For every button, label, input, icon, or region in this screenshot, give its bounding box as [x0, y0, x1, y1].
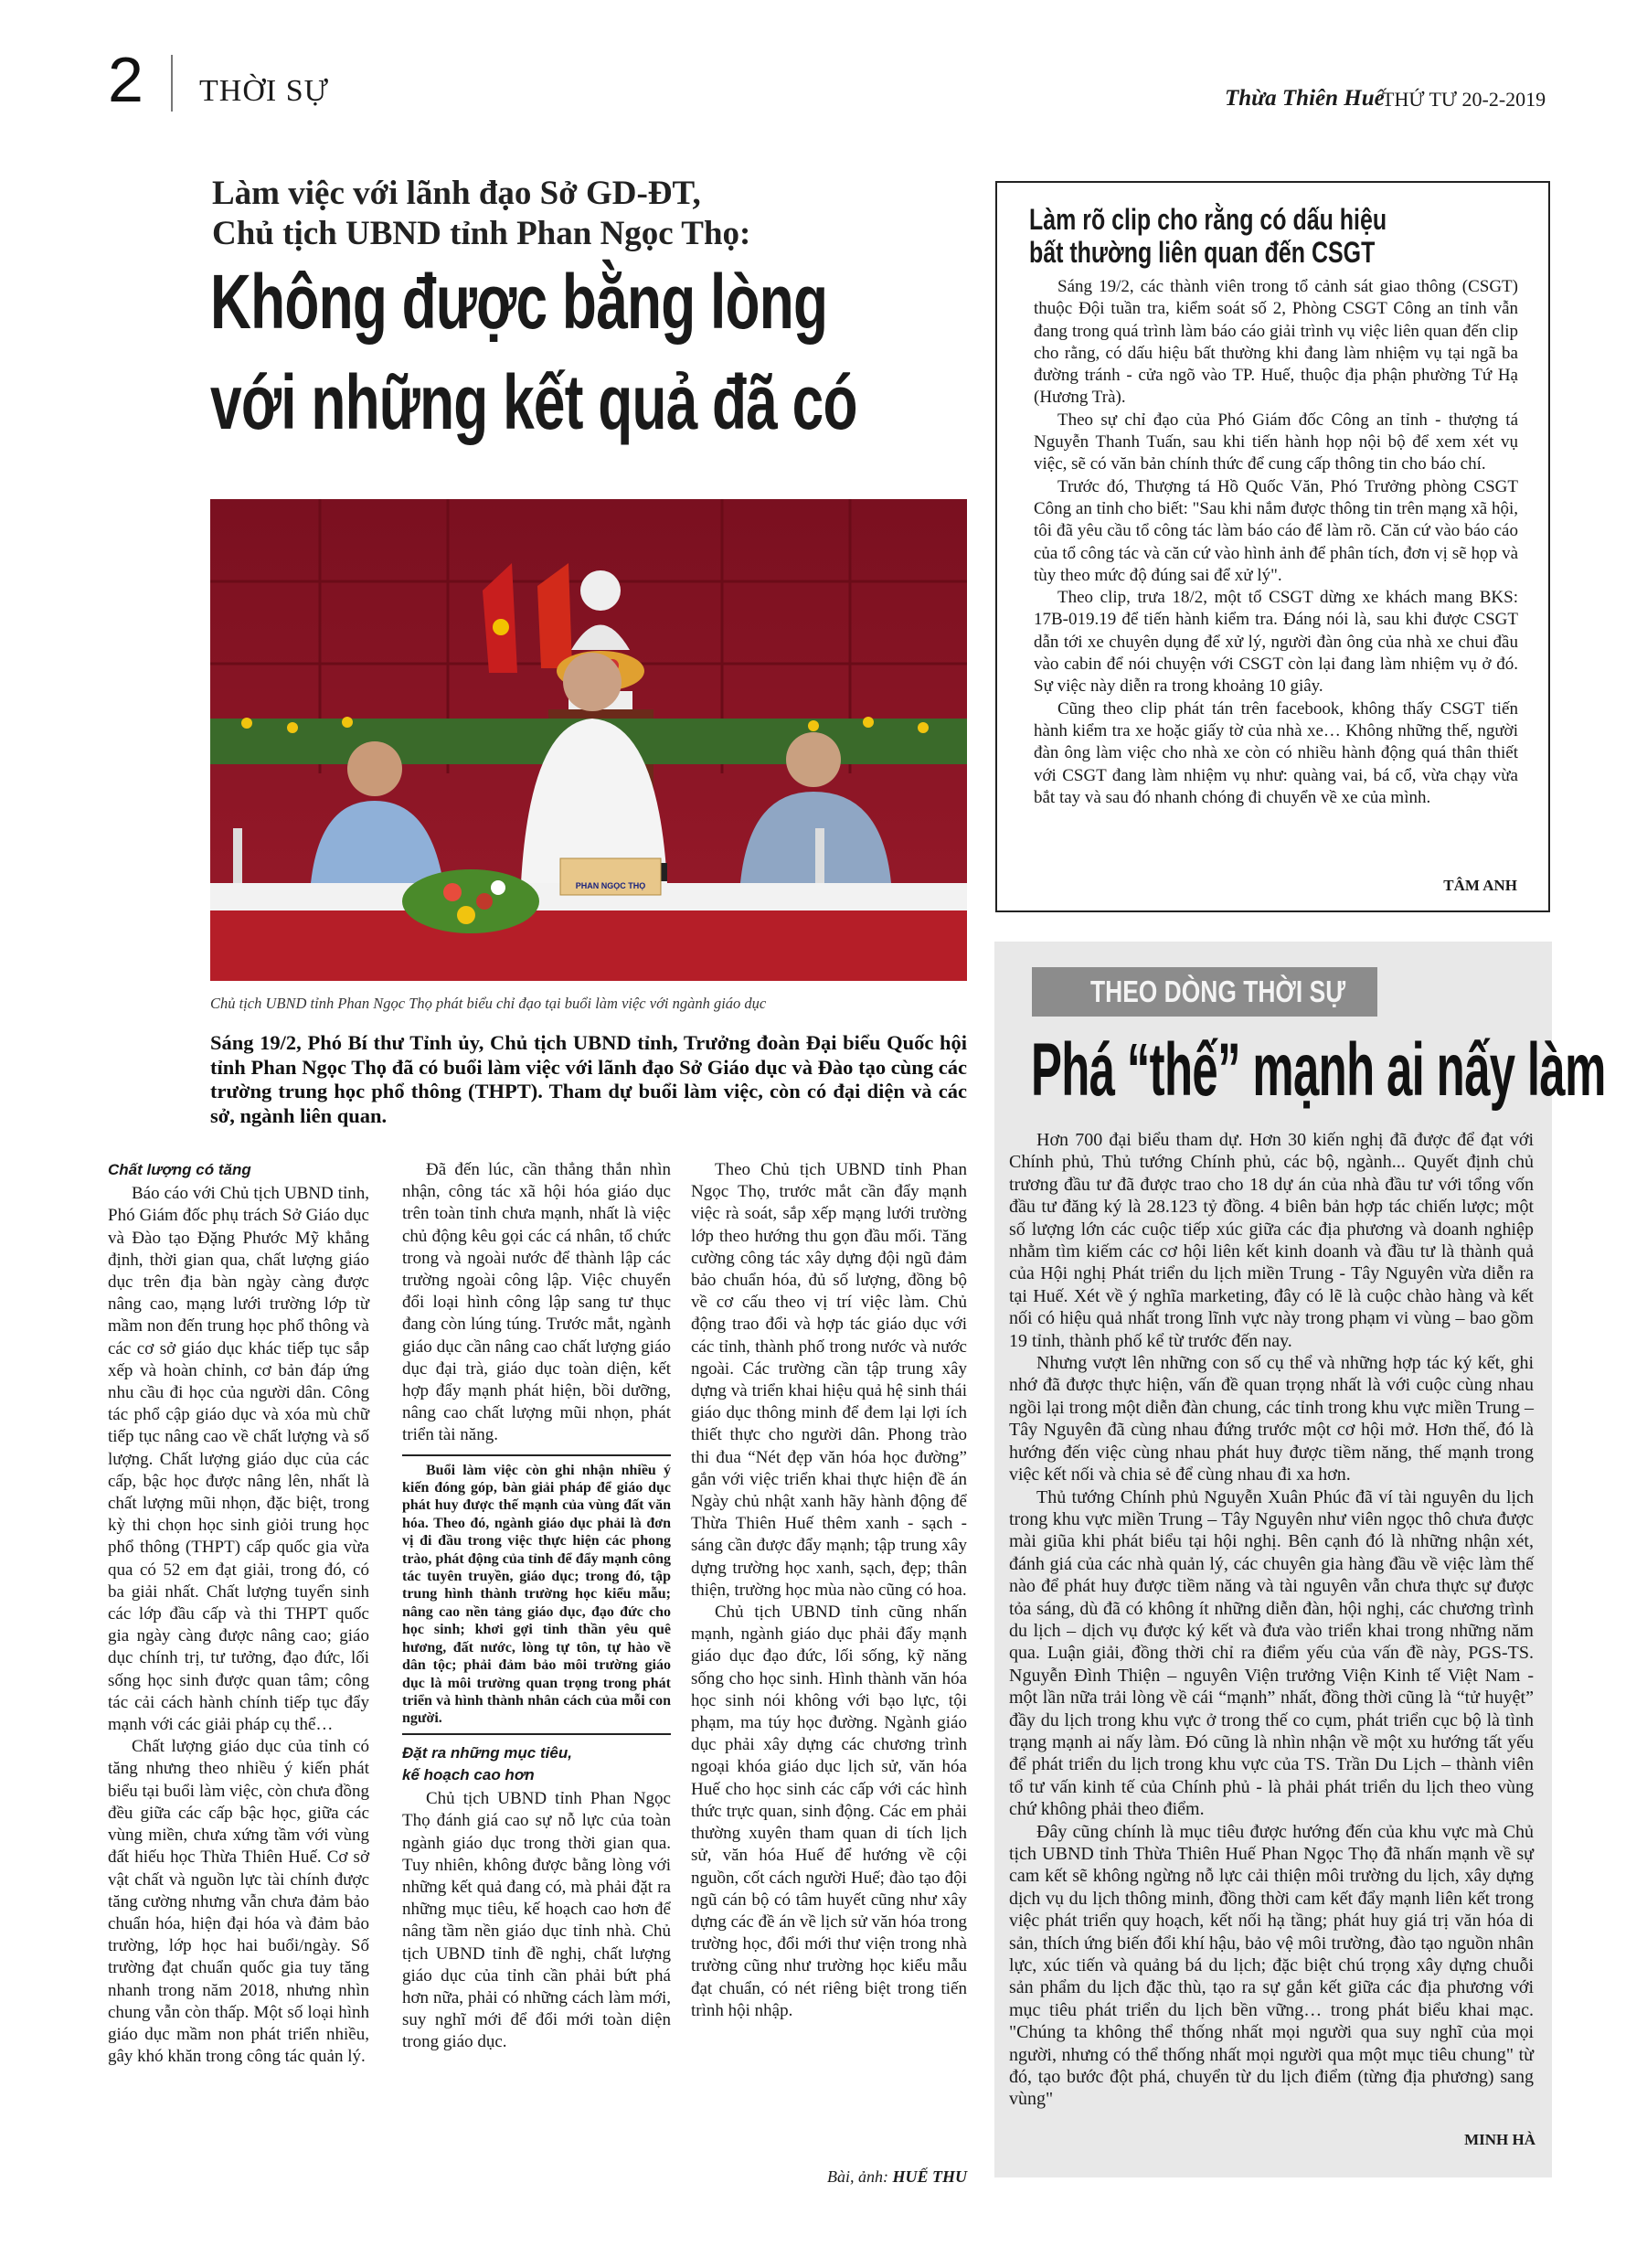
col2-paragraph-2: Chủ tịch UBND tỉnh Phan Ngọc Thọ đánh giá cao sự nỗ lực của toàn ngành giáo dục trong thời gian qua. Tuy nhiên, không được bằng lòng với những kết quả đang có, mà phải đặt ra những mục tiêu, kế hoạch cao hơn để nâng tầm nền giáo dục tỉnh nhà. Chủ tịch UBND tỉnh đề nghị, chất lượng giáo dục của tỉnh cần phải bứt phá hơn nữa, phải có những cách làm mới, suy nghĩ mới để đổi mới toàn diện trong giáo dục.: [402, 1789, 671, 2052]
box-paragraph-5: Cũng theo clip phát tán trên facebook, không thấy CSGT tiến hành kiểm tra xe hoặc giấy tờ của nhà xe… Không những thế, người đàn ông làm việc cho nhà xe còn có nhiều hành động quá thân thiết với CSGT đang làm nhiệm vụ như: quàng vai, bá cổ, vừa chạy vừa bắt tay và sau đó nhanh chóng đi chuyển về xe của mình.: [1034, 698, 1518, 807]
box-paragraph-3: Trước đó, Thượng tá Hồ Quốc Văn, Phó Trưởng phòng CSGT Công an tỉnh cho biết: "Sau khi nắm được thông tin trên mạng xã hội, tôi đã yêu cầu tổ công tác làm báo cáo để làm rõ. Căn cứ vào báo cáo của tổ công tác và căn cứ vào hình ảnh để phân tích, đơn vị sẽ họp và tùy theo mức độ đúng sai để xử lý".: [1034, 476, 1518, 585]
opinion-body: [1009, 1129, 1534, 2111]
opinion-headline: Phá “thế” mạnh ai nấy làm: [1031, 1028, 1606, 1112]
box-title-2: [1029, 236, 1472, 269]
kicker-line-1: Làm việc với lãnh đạo Sở GD-ĐT,: [212, 175, 701, 212]
box-author: TÂM ANH: [1443, 877, 1517, 894]
opinion-label: THEO DÒNG THỜI SỰ: [1090, 974, 1346, 1008]
column-1: [108, 1159, 369, 2068]
meeting-photo: [210, 499, 967, 981]
paper-name: Thừa Thiên Huế: [1225, 86, 1385, 111]
opinion-author: MINH HÀ: [1464, 2131, 1535, 2148]
col1-paragraph-2: Chất lượng giáo dục của tỉnh có tăng nhưng theo nhiều ý kiến phát biểu tại buổi làm việc, còn chưa đồng đều giữa các cấp bậc học, giữa các vùng miền, chưa xứng tầm với vùng đất hiếu học Thừa Thiên Huế. Cơ sở vật chất và nguồn lực tài chính được tăng cường nhưng vẫn chưa đảm bảo chuẩn hóa, hiện đại hóa và đảm bảo trường, lớp học hai buổi/ngày. Số trường đạt chuẩn quốc gia tuy tăng nhanh trong năm 2018, nhưng nhìn chung vẫn còn thấp. Một số loại hình giáo dục mầm non phát triển nhiều, gây khó khăn trong công tác quản lý.: [108, 1737, 369, 2067]
box-title-line-1: Làm rõ clip cho rằng có dấu hiệu: [1029, 203, 1387, 236]
headline-line-1: Không được bằng lòng: [210, 259, 828, 345]
page-number: 2: [108, 44, 143, 115]
col2-paragraph-1: Đã đến lúc, cần thẳng thắn nhìn nhận, công tác xã hội hóa giáo dục trên toàn tỉnh chưa mạnh, nhất là việc chủ động kêu gọi các cá nhân, tổ chức trong và ngoài nước để thành lập các trường ngoài công lập. Việc chuyển đổi loại hình công lập sang tư thục đang còn lúng túng. Trước mắt, ngành giáo dục cần nâng cao chất lượng giáo dục đại trà, giáo dục toàn diện, kết hợp đẩy mạnh phát hiện, bồi dưỡng, nâng cao chất lượng mũi nhọn, phát triển tài năng.: [402, 1160, 671, 1445]
subhead-targets-1: Đặt ra những mục tiêu,: [402, 1743, 572, 1762]
box-paragraph-4: Theo clip, trưa 18/2, một tổ CSGT dừng xe khách mang BKS: 17B-019.19 để tiến hành kiểm tra. Đáng nói là, sau khi được CSGT dẫn tới xe chuyên dụng để xử lý, người đàn ông của nhà xe chui đầu vào cabin để nói chuyện với CSGT còn lại đang làm nhiệm vụ ở đó. Sự việc này diễn ra trong khoảng 10 giây.: [1034, 588, 1518, 697]
photo-nameplate: PHAN NGỌC THỌ: [575, 881, 646, 890]
opinion-paragraph-3: Thủ tướng Chính phủ Nguyễn Xuân Phúc đã ví tài nguyên du lịch trong khu vực miền Trung – Tây Nguyên như viên ngọc thô chưa được mài giũa khi phát biểu tại hội nghị. Bên cạnh đó là những nhận xét, đánh giá của các nhà quản lý, các chuyên gia hàng đầu về việc làm thế nào để phát huy được tiềm năng và tài nguyên vẫn chưa thực sự được tỏa sáng, dù đã có không ít những diễn đàn, hội nghị, các chương trình du lịch – dịch vụ được ký kết và đưa vào triển khai trong những năm qua. Luận giải, đồng thời chỉ ra điểm yếu của vấn đề này, PGS-TS. Nguyễn Đình Thiện – nguyên Viện trưởng Viện Kinh tế Việt Nam - một lần nữa trải lòng về cái “mạnh” nhất, đồng thời cũng là “tử huyệt” đầy du lịch trong khu vực ở trong thế co cụm, phát triển cục bộ là tình trạng mạnh ai nấy làm. Đó cũng là nhìn nhận về một xu hướng tất yếu để phát triển du lịch trong khu vực của TS. Trần Du Lịch – thành viên tổ tư vấn kinh tế của Chính phủ - là phải phát triển du lịch theo vùng chứ không phải theo điểm.: [1009, 1486, 1534, 1820]
box-title: [1029, 203, 1487, 236]
article-photo: [210, 499, 967, 981]
column-2: [402, 1159, 671, 2054]
opinion-headline-wrap: [1031, 1028, 1647, 1113]
highlight-text: Buổi làm việc còn ghi nhận nhiều ý kiến đóng góp, bàn giải pháp để giáo dục phát huy được thế mạnh của vùng đất văn hóa. Theo đó, ngành giáo dục phải là đơn vị đi đầu trong việc thực hiện các phong trào, phát động của tỉnh để đẩy mạnh công tác tuyên truyền, giáo dục; trong đó, tập trung hình thành trường học kiểu mẫu; nâng cao nền tảng giáo dục, đạo đức cho học sinh; khơi gợi tinh thần yêu quê hương, đất nước, lòng tự tôn, tự hào về dân tộc; phải đảm bảo môi trường giáo dục là môi trường quan trọng trong phát triển và hình thành nhân cách của mỗi con người.: [402, 1462, 671, 1727]
photo-caption: Chủ tịch UBND tỉnh Phan Ngọc Thọ phát biểu chỉ đạo tại buổi làm việc với ngành giáo dục: [210, 995, 767, 1012]
section-label: THỜI SỰ: [199, 74, 329, 108]
issue-date: THỨ TƯ 20-2-2019: [1382, 88, 1546, 111]
byline-name: HUẾ THU: [892, 2167, 967, 2186]
column-3: [691, 1159, 967, 2022]
col3-paragraph-2: Chủ tịch UBND tỉnh cũng nhấn mạnh, ngành giáo dục phải đẩy mạnh giáo dục đạo đức, lối sống, kỹ năng sống cho học sinh. Hình thành văn hóa học sinh nói không với bạo lực, tội phạm, ma túy học đường. Ngành giáo dục phải xây dựng các chương trình ngoại khóa giáo dục lịch sử, văn hóa Huế cho học sinh các cấp với các hình thức trực quan, sinh động. Các em phải thường xuyên tham quan di tích lịch sử, văn hóa Huế để hướng về cội nguồn, cốt cách người Huế; đào tạo đội ngũ cán bộ có tâm huyết cũng như xây dựng các đề án về lịch sử văn hóa trong trường học, đổi mới thư viện trong nhà trường cũng như trường học kiểu mẫu đạt chuẩn, có nét riêng biệt trong tiến trình hội nhập.: [691, 1603, 967, 2020]
box-paragraph-1: Sáng 19/2, các thành viên trong tổ cảnh sát giao thông (CSGT) thuộc Đội tuần tra, kiểm soát số 2, Phòng CSGT Công an tỉnh vẫn đang trong quá trình làm báo cáo giải trình vụ việc liên quan đến clip cho rằng, có dấu hiệu bất thường khi đang làm nhiệm vụ tại ngã ba đường tránh - cửa ngõ vào TP. Huế, thuộc địa phận phường Tứ Hạ (Hương Trà).: [1034, 277, 1518, 408]
lead-paragraph: Sáng 19/2, Phó Bí thư Tỉnh ủy, Chủ tịch UBND tỉnh, Trưởng đoàn Đại biểu Quốc hội tỉnh Phan Ngọc Thọ đã có buổi làm việc với lãnh đạo Sở Giáo dục và Đào tạo cùng các trường trung học phổ thông (THPT). Tham dự buổi làm việc, còn có đại diện và các sở, ngành liên quan.: [210, 1031, 967, 1127]
highlight-box: [402, 1454, 671, 1735]
kicker: [212, 174, 750, 254]
subhead-quality: Chất lượng có tăng: [108, 1161, 251, 1178]
header-divider: [171, 55, 173, 112]
headline-2: [210, 358, 1084, 446]
kicker-line-2: Chủ tịch UBND tỉnh Phan Ngọc Thọ:: [212, 215, 751, 252]
col1-paragraph-1: Báo cáo với Chủ tịch UBND tỉnh, Phó Giám đốc phụ trách Sở Giáo dục và Đào tạo Đặng Phước Mỹ khẳng định, thời gian qua, chất lượng giáo dục trên địa bàn ngày càng được nâng cao, mạng lưới trường lớp từ mầm non đến trung học phổ thông và các cơ sở giáo dục khác tiếp tục sắp xếp và hoàn chỉnh, cơ bản đáp ứng nhu cầu đi học của người dân. Công tác phổ cập giáo dục và xóa mù chữ tiếp tục nâng cao về chất lượng và số lượng. Chất lượng giáo dục của các cấp, bậc học được nâng lên, nhất là chất lượng mũi nhọn, đặc biệt, trong kỳ thi chọn học sinh giỏi trung học phổ thông (THPT) cấp quốc gia vừa qua có 52 em đạt giải, trong đó, có ba giải nhất. Chất lượng tuyển sinh các lớp đầu cấp và thi THPT quốc gia ngày càng được nâng cao; giáo dục chính trị, tư tưởng, đạo đức, lối sống học sinh được quan tâm; công tác cải cách hành chính tiếp tục đẩy mạnh với các giải pháp cụ thể…: [108, 1184, 369, 1735]
box-body: [1034, 276, 1518, 809]
opinion-paragraph-2: Nhưng vượt lên những con số cụ thể và những hợp tác ký kết, ghi nhớ đã được thực hiện, vấn đề quan trọng nhất là với cuộc cùng nhau ngồi lại trong một diễn đàn chung, các tỉnh trong khu vực miền Trung – Tây Nguyên đã cùng nhau đứng trước một cơ hội mở. Hơn thế, đó là hướng đến việc cùng nhau phát huy được tiềm năng, thế mạnh trong việc kết nối và chia sẻ để cùng nhau đi xa hơn.: [1009, 1353, 1534, 1485]
opinion-paragraph-4: Đây cũng chính là mục tiêu được hướng đến của khu vực mà Chủ tịch UBND tỉnh Thừa Thiên Huế Phan Ngọc Thọ đã nhấn mạnh về sự cam kết sẽ không ngừng nỗ lực cải thiện môi trường du lịch, xây dựng dịch vụ du lịch thông minh, đồng thời cam kết đẩy mạnh liên kết trong việc phát triển quy hoạch, kết nối hạ tầng; phát huy giá trị văn hóa di sản, thích ứng biến đổi khí hậu, bảo vệ môi trường, đào tạo nguồn nhân lực, xúc tiến và quảng bá du lịch; đặc biệt chú trọng xây dựng chuỗi sản phẩm du lịch đặc thù, tạo ra sự gắn kết giữa các địa phương với mục tiêu phát triển du lịch bền vững… trong phát biểu khai mạc. "Chúng ta không thể thống nhất mọi người qua suy nghĩ của mọi người, nhưng có thể thống nhất mọi người qua một mục tiêu chung" từ đó, tạo bước đột phá, chuyển từ du lịch điểm (từng địa phương) sang vùng": [1009, 1821, 1534, 2110]
box-paragraph-2: Theo sự chỉ đạo của Phó Giám đốc Công an tỉnh - thượng tá Nguyễn Thanh Tuấn, sau khi tiến hành họp nội bộ để xem xét vụ việc, sẽ có văn bản chính thức để cung cấp thông tin cho báo chí.: [1034, 410, 1518, 474]
byline-label: Bài, ảnh:: [826, 2167, 888, 2186]
opinion-paragraph-1: Hơn 700 đại biểu tham dự. Hơn 30 kiến nghị đã được để đạt với Chính phủ, Thủ tướng Chính phủ, các bộ, ngành... Quyết định chủ trương đầu tư đã được trao cho 18 dự án của nhà đầu tư với tổng vốn đầu tư đăng ký là 28.123 tỷ đồng. 4 biên bản hợp tác chiến lược; một số lượng lớn các cuộc tiếp xúc giữa các địa phương và doanh nghiệp nhằm tìm kiếm các cơ hội liên kết kinh doanh và đầu tư là thành quả của Hội nghị Phát triển du lịch miền Trung - Tây Nguyên vừa diễn ra tại Huế. Xét về ý nghĩa marketing, đây có lẽ là cuộc chào hàng và kết nối có hiệu quả nhất trong lĩnh vực này trong phạm vi vùng – bao gồm 19 tỉnh, thành phố kể từ trước đến nay.: [1009, 1130, 1534, 1351]
headline: [210, 258, 1044, 346]
headline-line-2: với những kết quả đã có: [210, 359, 857, 445]
box-title-line-2: bất thường liên quan đến CSGT: [1029, 236, 1376, 269]
subhead-targets-2: kế hoạch cao hơn: [402, 1765, 535, 1784]
col3-paragraph-1: Theo Chủ tịch UBND tỉnh Phan Ngọc Thọ, trước mắt cần đẩy mạnh việc rà soát, sắp xếp mạng lưới trường lớp theo hướng thu gọn đầu mối. Tăng cường công tác xây dựng đội ngũ đảm bảo chuẩn hóa, đủ số lượng, đồng bộ về cơ cấu theo vị trí việc làm. Chủ động trao đổi và hợp tác giáo dục với các tỉnh, thành phố trong nước và nước ngoài. Các trường cần tập trung xây dựng và triển khai hiệu quả hệ sinh thái giáo dục thông minh để đem lại lợi ích thiết thực cho người dân. Phong trào thi đua “Nét đẹp văn hóa học đường” gắn với việc triển khai thực hiện đề án Ngày chủ nhật xanh hãy hành động để Thừa Thiên Huế thêm xanh - sạch - sáng cần được đẩy mạnh; tập trung xây dựng trường học xanh, sạch, đẹp; thân thiện, trường học mùa nào cũng có hoa.: [691, 1160, 967, 1600]
opinion-label-wrap: [1090, 974, 1409, 1009]
byline: [786, 2167, 967, 2187]
